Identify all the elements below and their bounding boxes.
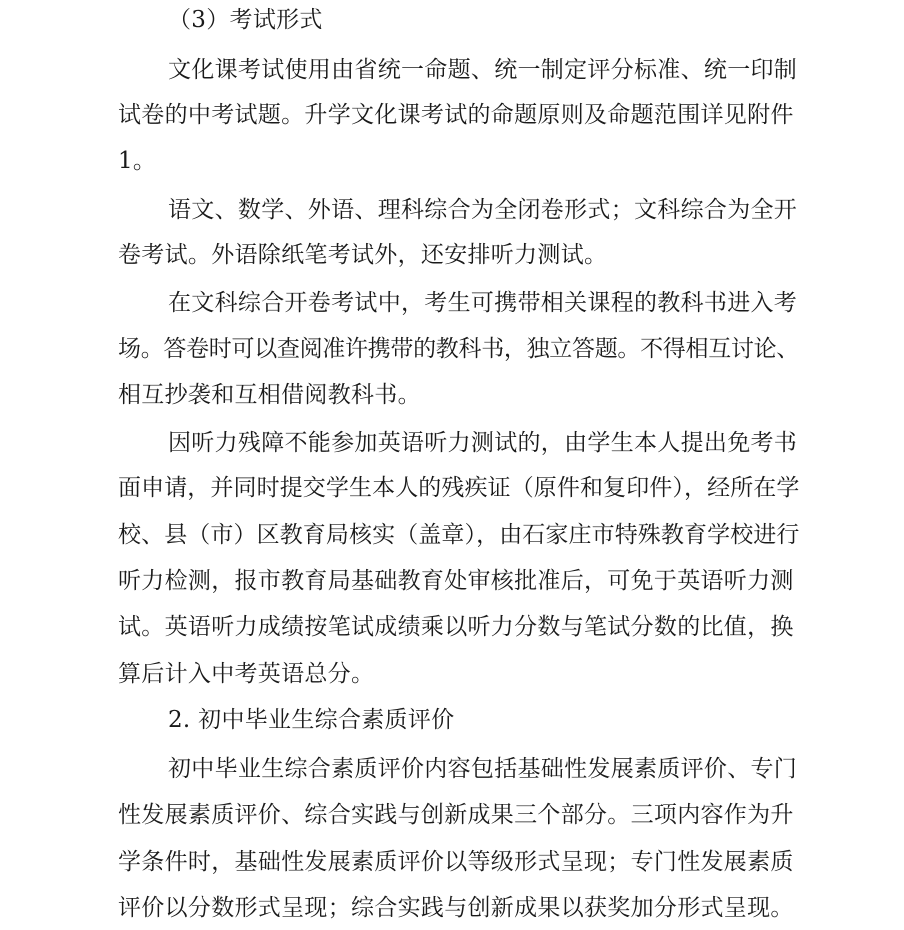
paragraph-4-line-6: 算后计入中考英语总分。 [118,661,375,687]
paragraph-2-line-2: 卷考试。外语除纸笔考试外，还安排听力测试。 [118,242,608,268]
final-paragraph-line-2: 性发展素质评价、综合实践与创新成果三个部分。三项内容作为升 [118,802,794,828]
paragraph-3-line-2: 场。答卷时可以查阅准许携带的教科书，独立答题。不得相互讨论、 [118,336,800,362]
paragraph-3-line-1: 在文科综合开卷考试中，考生可携带相关课程的教科书进入考 [168,290,798,316]
subsection-heading: 2. 初中毕业生综合素质评价 [168,707,455,733]
final-paragraph-line-1: 初中毕业生综合素质评价内容包括基础性发展素质评价、专门 [168,756,798,782]
final-paragraph-line-4: 评价以分数形式呈现；综合实践与创新成果以获奖加分形式呈现。 [118,895,794,921]
paragraph-1-line-3: 1。 [118,148,157,174]
paragraph-4-line-3: 校、县（市）区教育局核实（盖章），由石家庄市特殊教育学校进行 [118,522,800,548]
final-paragraph-line-3: 学条件时，基础性发展素质评价以等级形式呈现；专门性发展素质 [118,849,794,875]
paragraph-2-line-1: 语文、数学、外语、理科综合为全闭卷形式；文科综合为全开 [168,197,798,223]
paragraph-1-line-2: 试卷的中考试题。升学文化课考试的命题原则及命题范围详见附件 [118,102,794,128]
paragraph-3-line-3: 相互抄袭和互相借阅教科书。 [118,382,421,408]
paragraph-4-line-5: 试。英语听力成绩按笔试成绩乘以听力分数与笔试分数的比值，换 [118,614,794,640]
paragraph-4-line-2: 面申请，并同时提交学生本人的残疾证（原件和复印件），经所在学 [118,475,800,501]
paragraph-1-line-1: 文化课考试使用由省统一命题、统一制定评分标准、统一印制 [168,57,798,83]
section-heading: （3）考试形式 [168,7,323,33]
paragraph-4-line-1: 因听力残障不能参加英语听力测试的，由学生本人提出免考书 [168,430,798,456]
paragraph-4-line-4: 听力检测，报市教育局基础教育处审核批准后，可免于英语听力测 [118,568,794,594]
